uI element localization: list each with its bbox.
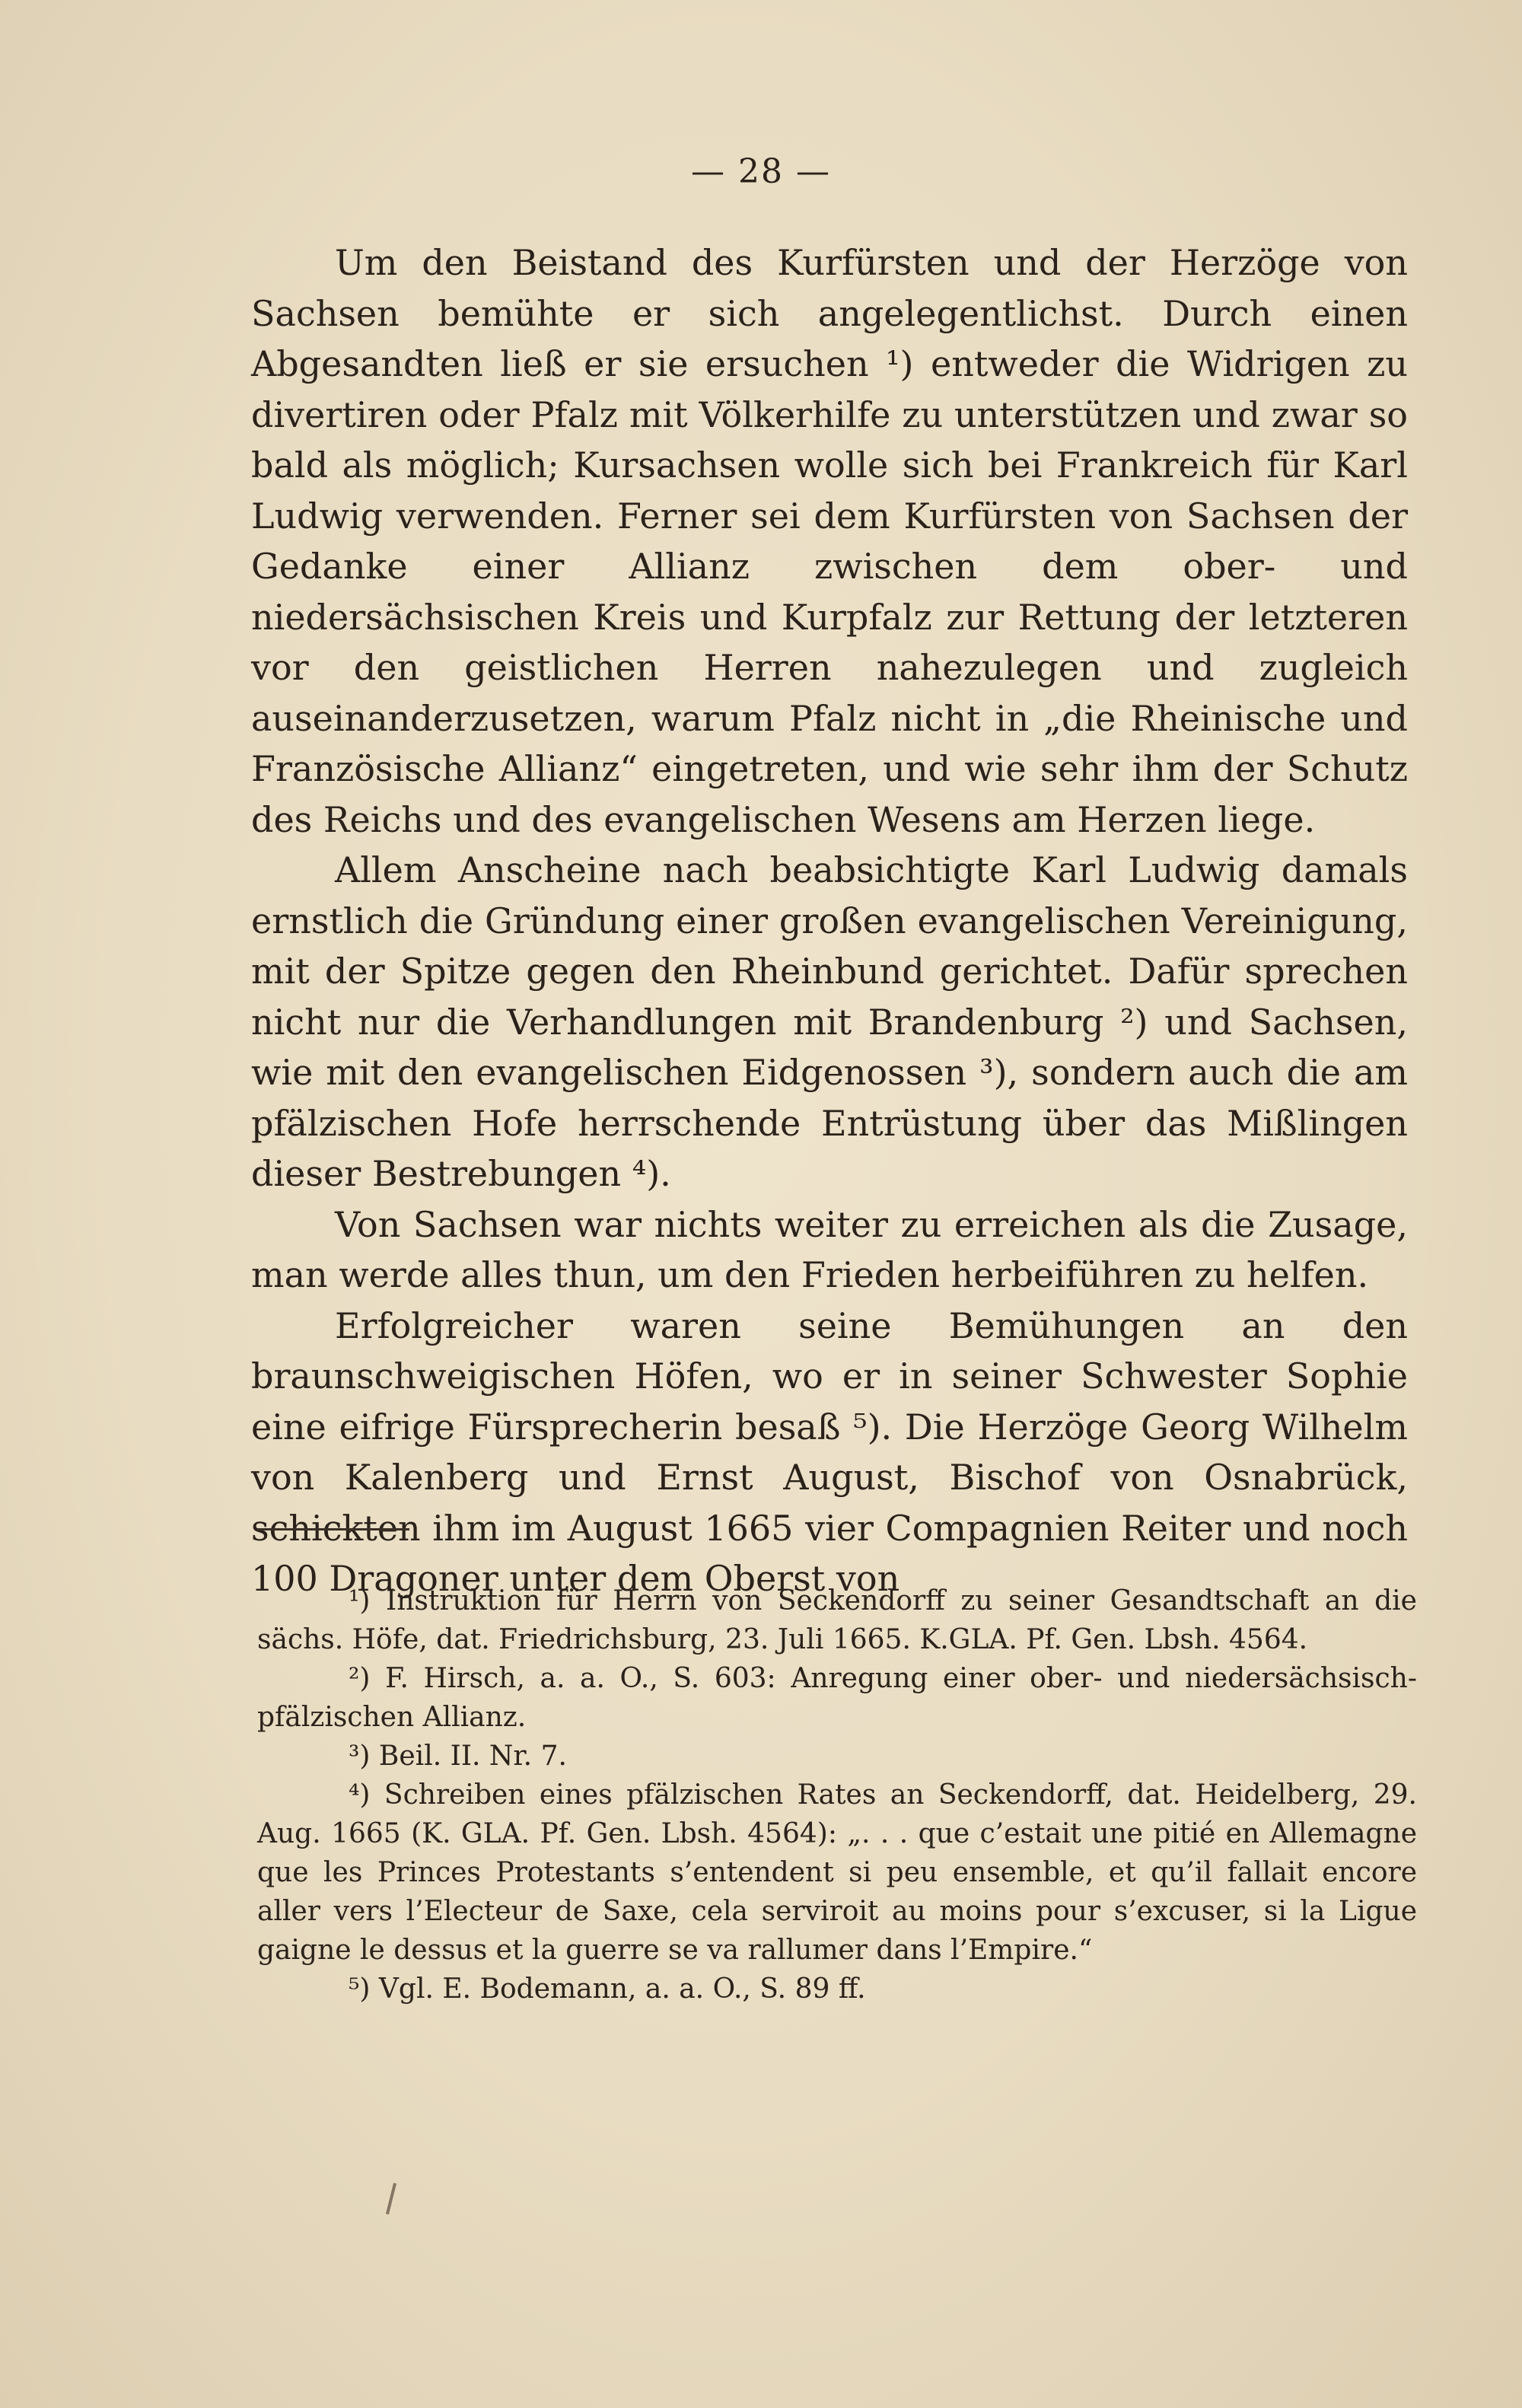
pencil-mark <box>386 2183 396 2215</box>
paragraph-2: Allem Anscheine nach beabsichtigte Karl Ludwig damals ernstlich die Gründung einer großen evangelischen Vereinigung, mit der Spitze gegen den Rheinbund gerichtet. Dafür sprechen nicht nur die Verhandlungen mit Brandenburg ²) und Sachsen, wie mit den evangelischen Eidgenossen ³), sondern auch die am pfälzischen Hofe herrschende Entrüstung über das Mißlingen dieser Bestrebungen ⁴). <box>251 849 1408 1194</box>
footnote-2: ²) F. Hirsch, a. a. O., S. 603: Anregung einer ober- und niedersächsisch-pfälzischen Allianz. <box>257 1663 1417 1733</box>
paragraph-4: Erfolgreicher waren seine Bemühungen an den braunschweigischen Höfen, wo er in seiner Schwester Sophie eine eifrige Fürsprecherin besaß ⁵). Die Herzöge Georg Wilhelm von Kalenberg und Ernst August, Bischof von Osnabrück, schickten ihm im August 1665 vier Compagnien Reiter und noch 100 Dragoner unter dem Oberst von <box>251 1304 1408 1599</box>
paragraph-3: Von Sachsen war nichts weiter zu erreichen als die Zusage, man werde alles thun, um den Frieden herbeiführen zu helfen. <box>251 1203 1408 1295</box>
footnote-1: ¹) Instruktion für Herrn von Seckendorff zu seiner Gesandtschaft an die sächs. Höfe, dat. Friedrichsburg, 23. Juli 1665. K.GLA. Pf. Gen. Lbsh. 4564. <box>257 1585 1417 1655</box>
main-text <box>251 237 1408 1604</box>
footnotes <box>257 1581 1417 2008</box>
footnote-3: ³) Beil. II. Nr. 7. <box>349 1741 567 1772</box>
page-number: — 28 — <box>691 152 831 191</box>
footnote-5: ⁵) Vgl. E. Bodemann, a. a. O., S. 89 ff. <box>349 1973 866 2005</box>
footnote-4: ⁴) Schreiben eines pfälzischen Rates an Seckendorff, dat. Heidelberg, 29. Aug. 1665 (K. GLA. Pf. Gen. Lbsh. 4564): „. . . que c’estait une pitié en Allemagne que les Princes Protestants s’entendent si peu ensemble, et qu’il fallait encore aller vers l’Electeur de Saxe, cela serviroit au moins pour s’excuser, si la Ligue gaigne le dessus et la guerre se va rallumer dans l’Empire.“ <box>257 1779 1417 1966</box>
footnote-separator <box>257 1528 409 1530</box>
paragraph-1: Um den Beistand des Kurfürsten und der Herzöge von Sachsen bemühte er sich angelegentlichst. Durch einen Abgesandten ließ er sie ersuchen ¹) entweder die Widrigen zu divertiren oder Pfalz mit Völkerhilfe zu unterstützen und zwar so bald als möglich; Kursachsen wolle sich bei Frankreich für Karl Ludwig verwenden. Ferner sei dem Kurfürsten von Sachsen der Gedanke einer Allianz zwischen dem ober- und niedersächsischen Kreis und Kurpfalz zur Rettung der letzteren vor den geistlichen Herren nahezulegen und zugleich auseinanderzusetzen, warum Pfalz nicht in „die Rheinische und Französische Allianz“ eingetreten, und wie sehr ihm der Schutz des Reichs und des evangelischen Wesens am Herzen liege. <box>251 242 1408 840</box>
